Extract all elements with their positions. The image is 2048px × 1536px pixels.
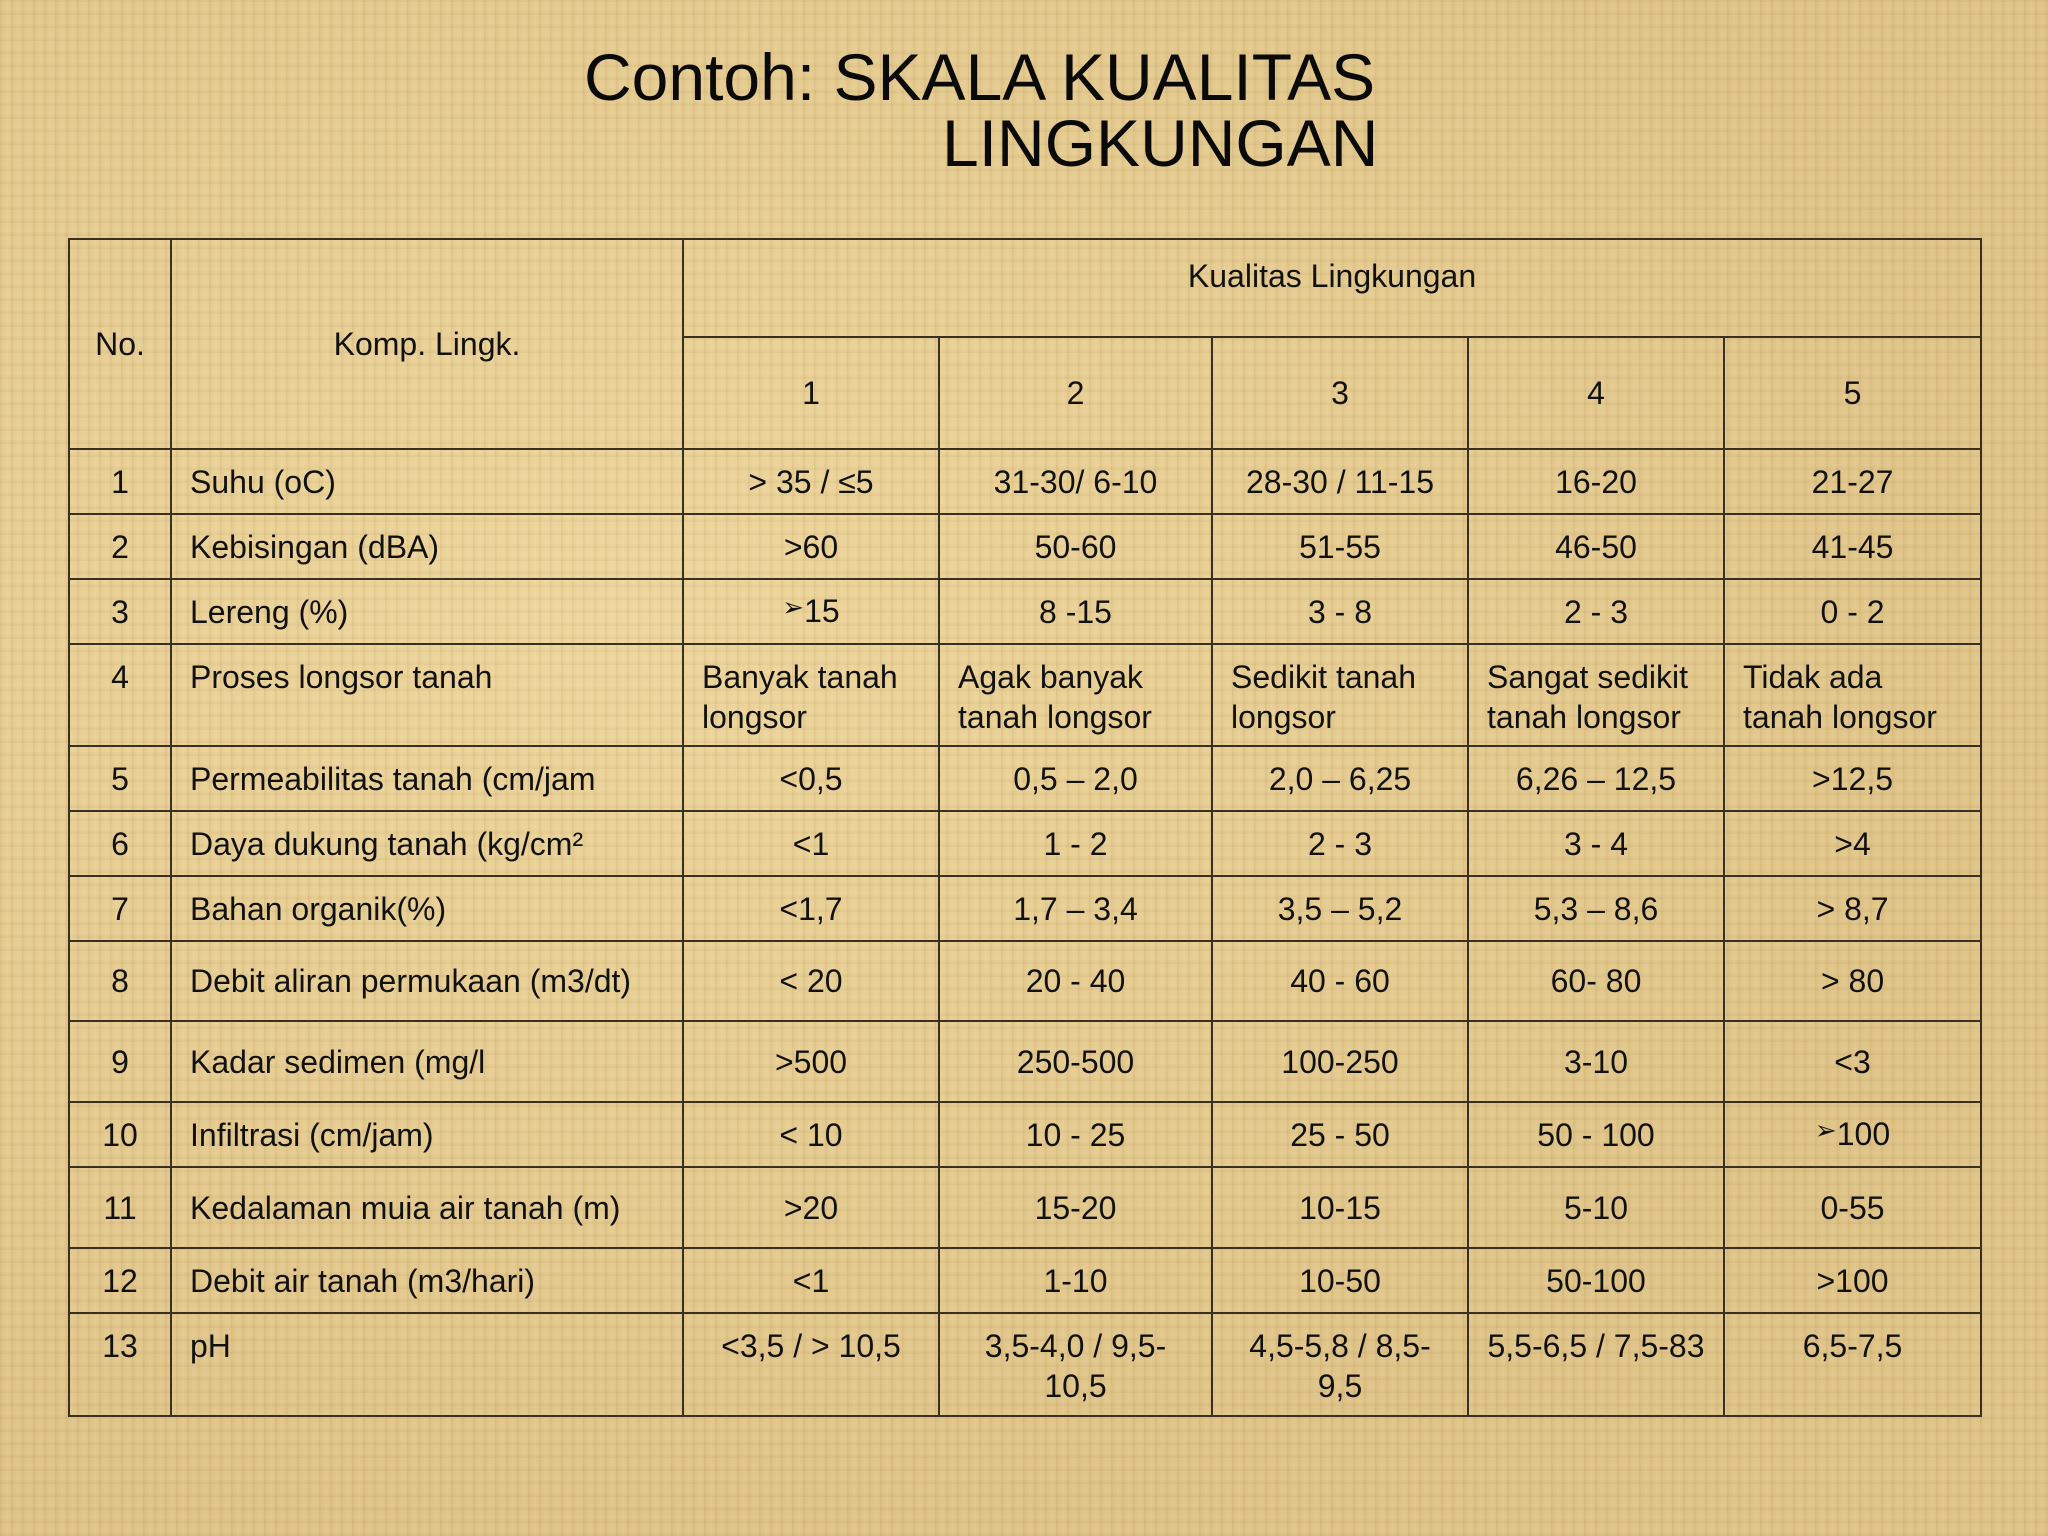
- cell-level-5: > 8,7: [1724, 876, 1981, 941]
- cell-level-3: Sedikit tanah longsor: [1212, 644, 1468, 746]
- cell-level-4: 60- 80: [1468, 941, 1724, 1021]
- cell-level-5: >4: [1724, 811, 1981, 876]
- cell-level-2: 1 - 2: [939, 811, 1212, 876]
- cell-level-4: 50-100: [1468, 1248, 1724, 1313]
- cell-level-1: <3,5 / > 10,5: [683, 1313, 939, 1416]
- cell-level-1: < 20: [683, 941, 939, 1021]
- cell-level-1: >20: [683, 1167, 939, 1248]
- cell-level-4: 6,26 – 12,5: [1468, 746, 1724, 811]
- header-level-3: 3: [1212, 337, 1468, 449]
- cell-level-3: 2,0 – 6,25: [1212, 746, 1468, 811]
- row-komp: Lereng (%): [171, 579, 683, 644]
- cell-level-5: <3: [1724, 1021, 1981, 1102]
- row-komp: Debit air tanah (m3/hari): [171, 1248, 683, 1313]
- cell-level-5: 21-27: [1724, 449, 1981, 514]
- table-row: [69, 876, 1981, 941]
- table-row: [69, 449, 1981, 514]
- cell-level-4: 5,5-6,5 / 7,5-83: [1468, 1313, 1724, 1416]
- page-title: [584, 40, 1464, 180]
- table-row: [69, 644, 1981, 746]
- cell-level-3: 40 - 60: [1212, 941, 1468, 1021]
- cell-level-5: 6,5-7,5: [1724, 1313, 1981, 1416]
- row-no: 9: [69, 1021, 171, 1102]
- cell-level-4: 3-10: [1468, 1021, 1724, 1102]
- table-row: [69, 1248, 1981, 1313]
- cell-level-2: 50-60: [939, 514, 1212, 579]
- row-no: 4: [69, 644, 171, 746]
- cell-level-5: Tidak ada tanah longsor: [1724, 644, 1981, 746]
- cell-level-1: >60: [683, 514, 939, 579]
- table-row: [69, 514, 1981, 579]
- cell-level-1-value: 15: [804, 592, 840, 629]
- row-no: 3: [69, 579, 171, 644]
- cell-level-2: 8 -15: [939, 579, 1212, 644]
- cell-level-4: 5,3 – 8,6: [1468, 876, 1724, 941]
- row-no: 11: [69, 1167, 171, 1248]
- cell-level-5-value: 100: [1836, 1115, 1891, 1152]
- cell-level-5: >12,5: [1724, 746, 1981, 811]
- cell-level-2: 3,5-4,0 / 9,5-10,5: [939, 1313, 1212, 1416]
- cell-level-4: Sangat sedikit tanah longsor: [1468, 644, 1724, 746]
- cell-level-1: <1: [683, 811, 939, 876]
- cell-level-3: 4,5-5,8 / 8,5-9,5: [1212, 1313, 1468, 1416]
- cell-level-1: < 10: [683, 1102, 939, 1167]
- table-row: [69, 746, 1981, 811]
- cell-level-2: Agak banyak tanah longsor: [939, 644, 1212, 746]
- cell-level-5: [1724, 1102, 1981, 1167]
- row-komp: Suhu (oC): [171, 449, 683, 514]
- table-row: [69, 1021, 1981, 1102]
- row-no: 13: [69, 1313, 171, 1416]
- row-komp: Kadar sedimen (mg/l: [171, 1021, 683, 1102]
- row-no: 12: [69, 1248, 171, 1313]
- cell-level-5: >100: [1724, 1248, 1981, 1313]
- header-level-4: 4: [1468, 337, 1724, 449]
- row-no: 10: [69, 1102, 171, 1167]
- row-no: 2: [69, 514, 171, 579]
- cell-level-2: 10 - 25: [939, 1102, 1212, 1167]
- cell-level-2: 250-500: [939, 1021, 1212, 1102]
- cell-level-5: 0-55: [1724, 1167, 1981, 1248]
- header-level-2: 2: [939, 337, 1212, 449]
- header-level-5: 5: [1724, 337, 1981, 449]
- row-no: 1: [69, 449, 171, 514]
- row-no: 8: [69, 941, 171, 1021]
- cell-level-3: 28-30 / 11-15: [1212, 449, 1468, 514]
- cell-level-1: [683, 579, 939, 644]
- row-komp: Kedalaman muia air tanah (m): [171, 1167, 683, 1248]
- table-row: [69, 579, 1981, 644]
- cell-level-1: Banyak tanah longsor: [683, 644, 939, 746]
- header-kualitas: Kualitas Lingkungan: [683, 239, 1981, 337]
- title-line-1: Contoh: SKALA KUALITAS: [584, 40, 1376, 114]
- cell-level-4: 3 - 4: [1468, 811, 1724, 876]
- header-no: No.: [69, 239, 171, 449]
- cell-level-3: 10-15: [1212, 1167, 1468, 1248]
- cell-level-2: 31-30/ 6-10: [939, 449, 1212, 514]
- cell-level-1: <0,5: [683, 746, 939, 811]
- row-no: 7: [69, 876, 171, 941]
- row-komp: Proses longsor tanah: [171, 644, 683, 746]
- environment-quality-table: [68, 238, 1982, 1417]
- row-komp: Infiltrasi (cm/jam): [171, 1102, 683, 1167]
- cell-level-2: 1-10: [939, 1248, 1212, 1313]
- cell-level-4: 5-10: [1468, 1167, 1724, 1248]
- table-row: [69, 1167, 1981, 1248]
- table-row: [69, 811, 1981, 876]
- row-no: 5: [69, 746, 171, 811]
- row-komp: pH: [171, 1313, 683, 1416]
- cell-level-2: 1,7 – 3,4: [939, 876, 1212, 941]
- cell-level-3: 2 - 3: [1212, 811, 1468, 876]
- cell-level-3: 3 - 8: [1212, 579, 1468, 644]
- cell-level-3: 3,5 – 5,2: [1212, 876, 1468, 941]
- header-level-1: 1: [683, 337, 939, 449]
- cell-level-3: 10-50: [1212, 1248, 1468, 1313]
- cell-level-5: 0 - 2: [1724, 579, 1981, 644]
- table-row: [69, 1313, 1981, 1416]
- cell-level-1: <1: [683, 1248, 939, 1313]
- cell-level-1: >500: [683, 1021, 939, 1102]
- row-komp: Bahan organik(%): [171, 876, 683, 941]
- arrow-bullet-icon: ➢: [782, 591, 805, 622]
- table-row: [69, 1102, 1981, 1167]
- cell-level-2: 20 - 40: [939, 941, 1212, 1021]
- row-no: 6: [69, 811, 171, 876]
- cell-level-4: 46-50: [1468, 514, 1724, 579]
- row-komp: Permeabilitas tanah (cm/jam: [171, 746, 683, 811]
- cell-level-5: 41-45: [1724, 514, 1981, 579]
- cell-level-4: 2 - 3: [1468, 579, 1724, 644]
- cell-level-5: > 80: [1724, 941, 1981, 1021]
- cell-level-1: > 35 / ≤5: [683, 449, 939, 514]
- cell-level-2: 0,5 – 2,0: [939, 746, 1212, 811]
- cell-level-3: 100-250: [1212, 1021, 1468, 1102]
- row-komp: Debit aliran permukaan (m3/dt): [171, 941, 683, 1021]
- cell-level-2: 15-20: [939, 1167, 1212, 1248]
- cell-level-4: 16-20: [1468, 449, 1724, 514]
- cell-level-3: 25 - 50: [1212, 1102, 1468, 1167]
- table-row: [69, 941, 1981, 1021]
- title-line-2: LINGKUNGAN: [942, 106, 1379, 180]
- cell-level-1: <1,7: [683, 876, 939, 941]
- row-komp: Daya dukung tanah (kg/cm²: [171, 811, 683, 876]
- cell-level-3: 51-55: [1212, 514, 1468, 579]
- cell-level-4: 50 - 100: [1468, 1102, 1724, 1167]
- row-komp: Kebisingan (dBA): [171, 514, 683, 579]
- arrow-bullet-icon: ➢: [1814, 1114, 1837, 1145]
- header-komp: Komp. Lingk.: [171, 239, 683, 449]
